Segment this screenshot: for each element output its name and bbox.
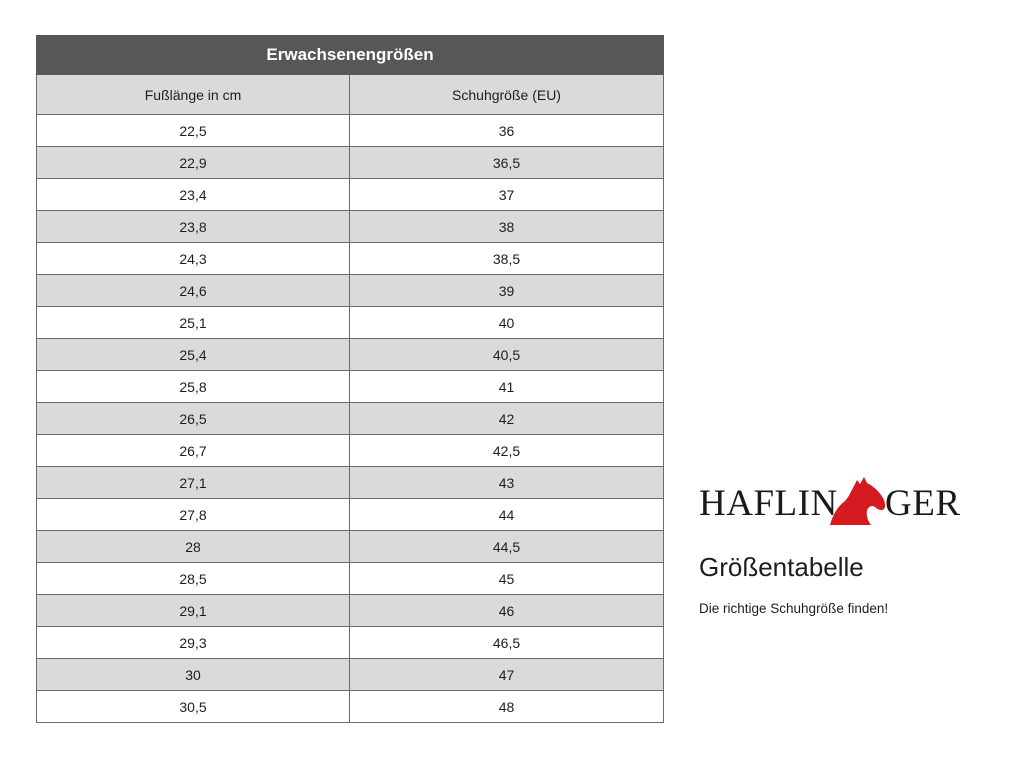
- shoe-size-cell: 38: [350, 211, 664, 243]
- table-row: [37, 179, 664, 211]
- foot-length-cell: 27,1: [37, 467, 350, 499]
- shoe-size-cell: 39: [350, 275, 664, 307]
- foot-length-cell: 29,3: [37, 627, 350, 659]
- foot-length-cell: 26,7: [37, 435, 350, 467]
- shoe-size-cell: 47: [350, 659, 664, 691]
- foot-length-cell: 29,1: [37, 595, 350, 627]
- foot-length-cell: 27,8: [37, 499, 350, 531]
- table-row: [37, 691, 664, 723]
- table-row: [37, 563, 664, 595]
- foot-length-cell: 24,3: [37, 243, 350, 275]
- table-row: [37, 435, 664, 467]
- table-body: [37, 115, 664, 723]
- shoe-size-cell: 44: [350, 499, 664, 531]
- shoe-size-cell: 40,5: [350, 339, 664, 371]
- shoe-size-cell: 46: [350, 595, 664, 627]
- table-title-row: [37, 36, 664, 75]
- shoe-size-cell: 42: [350, 403, 664, 435]
- table-row: [37, 275, 664, 307]
- table-row: [37, 499, 664, 531]
- shoe-size-cell: 40: [350, 307, 664, 339]
- shoe-size-cell: 36,5: [350, 147, 664, 179]
- table-row: [37, 115, 664, 147]
- logo-text-left: HAFLIN: [699, 483, 838, 524]
- foot-length-cell: 28: [37, 531, 350, 563]
- foot-length-cell: 23,8: [37, 211, 350, 243]
- column-header-shoe-size: Schuhgröße (EU): [350, 75, 664, 115]
- table-row: [37, 627, 664, 659]
- foot-length-cell: 22,5: [37, 115, 350, 147]
- brand-logo: [699, 476, 961, 526]
- foot-length-cell: 30,5: [37, 691, 350, 723]
- logo-text-right: GER: [885, 483, 961, 524]
- foot-length-cell: 25,8: [37, 371, 350, 403]
- shoe-size-cell: 46,5: [350, 627, 664, 659]
- table-row: [37, 531, 664, 563]
- table-row: [37, 659, 664, 691]
- foot-length-cell: 25,4: [37, 339, 350, 371]
- shoe-size-cell: 43: [350, 467, 664, 499]
- table-row: [37, 211, 664, 243]
- shoe-size-cell: 41: [350, 371, 664, 403]
- shoe-size-cell: 36: [350, 115, 664, 147]
- foot-length-cell: 25,1: [37, 307, 350, 339]
- horse-head-icon: [827, 476, 887, 526]
- column-header-foot-length: Fußlänge in cm: [37, 75, 350, 115]
- table-title: Erwachsenengrößen: [37, 36, 664, 75]
- table-row: [37, 147, 664, 179]
- shoe-size-cell: 45: [350, 563, 664, 595]
- shoe-size-cell: 38,5: [350, 243, 664, 275]
- size-table: [36, 35, 664, 723]
- tagline: Die richtige Schuhgröße finden!: [699, 601, 889, 616]
- foot-length-cell: 28,5: [37, 563, 350, 595]
- shoe-size-cell: 37: [350, 179, 664, 211]
- table-row: [37, 307, 664, 339]
- shoe-size-cell: 44,5: [350, 531, 664, 563]
- foot-length-cell: 23,4: [37, 179, 350, 211]
- foot-length-cell: 24,6: [37, 275, 350, 307]
- table-row: [37, 403, 664, 435]
- foot-length-cell: 22,9: [37, 147, 350, 179]
- table-row: [37, 467, 664, 499]
- shoe-size-cell: 48: [350, 691, 664, 723]
- page-title: Größentabelle: [699, 552, 864, 582]
- table-row: [37, 243, 664, 275]
- foot-length-cell: 30: [37, 659, 350, 691]
- shoe-size-cell: 42,5: [350, 435, 664, 467]
- table-row: [37, 339, 664, 371]
- table-header-row: [37, 75, 664, 115]
- table-row: [37, 595, 664, 627]
- table-row: [37, 371, 664, 403]
- foot-length-cell: 26,5: [37, 403, 350, 435]
